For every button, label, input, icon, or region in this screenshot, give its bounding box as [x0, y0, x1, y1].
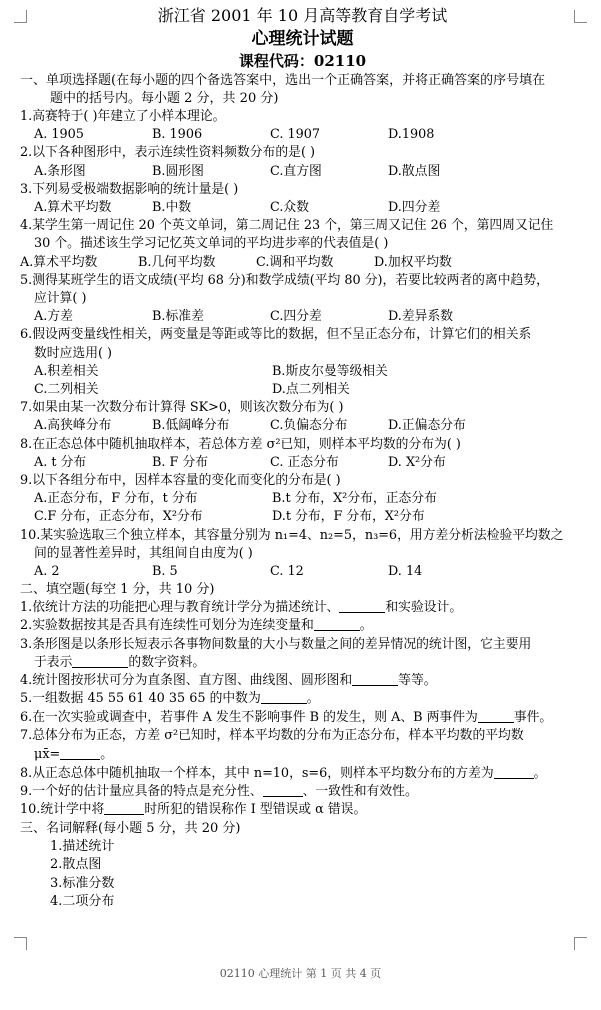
question-options: [20, 417, 585, 435]
exam-title: 浙江省 2001 年 10 月高等教育自学考试: [157, 6, 448, 25]
question-3: [20, 181, 585, 217]
option: D.差异系数: [388, 309, 454, 325]
question-stem: 3.下列易受极端数据影响的统计量是( ): [20, 181, 239, 197]
answer-blank[interactable]: [261, 690, 307, 704]
section1-heading: 一、单项选择题(在每小题的四个备选答案中，选出一个正确答案，并将正确答案的序号填在 题中的括号内。每小题 2 分，共 20 分): [20, 73, 546, 106]
answer-blank[interactable]: [263, 783, 303, 797]
option: D.t 分布，F 分布，X²分布: [272, 509, 425, 525]
option: C. 正态分布: [270, 454, 339, 470]
question-stem: 6.假设两变量线性相关，两变量是等距或等比的数据，但不呈正态分布，计算它们的相关系: [20, 327, 532, 343]
option: C.二列相关: [34, 382, 99, 398]
option: A.算术平均数: [20, 254, 98, 270]
option: B.标准差: [152, 309, 204, 325]
fill-item-3: 3.条形图是以条形长短表示各事物间数量的大小与数量之间的差异情况的统计图，它主要用: [20, 636, 532, 652]
question-1: [20, 108, 585, 144]
question-stem: 7.如果由某一次数分布计算得 SK>0，则该次数分布为( ): [20, 400, 344, 416]
crop-mark-bottom-right: [574, 937, 587, 950]
question-stem: 5.测得某班学生的语文成绩(平均 68 分)和数学成绩(平均 80 分)，若要比较两者的离中趋势，: [20, 272, 549, 288]
option: C.负偏态分布: [270, 418, 348, 434]
option: D.四分差: [388, 200, 441, 216]
question-stem: 4.某学生第一周记住 20 个英文单词，第二周记住 23 个，第三周又记住 26 个，第四周又记住: [20, 218, 554, 234]
question-7: [20, 399, 585, 435]
question-options: [20, 308, 585, 326]
option: B. 1906: [152, 127, 203, 143]
option: C. 12: [270, 564, 304, 580]
question-options: [20, 363, 585, 381]
option: D.1908: [388, 127, 435, 143]
option: D. 14: [388, 564, 423, 580]
answer-blank[interactable]: [60, 746, 100, 760]
option: C.众数: [270, 200, 309, 216]
answer-blank[interactable]: [478, 709, 514, 723]
option: A.算术平均数: [34, 200, 112, 216]
option: B.低阔峰分布: [152, 418, 230, 434]
crop-mark-bottom-left: [14, 937, 27, 950]
question-stem: 8.在正态总体中随机抽取样本，若总体方差 σ²已知，则样本平均数的分布为( ): [20, 436, 461, 452]
term-item: 1.描述统计: [50, 838, 115, 854]
fill-item-10: 10.统计学中将 时所犯的错误称作 I 型错误或 α 错误。: [20, 802, 367, 818]
question-stem: 2.以下各种图形中，表示连续性资料频数分布的是( ): [20, 145, 315, 161]
question-options: [20, 126, 585, 144]
section3-heading: 三、名词解释(每小题 5 分，共 20 分): [20, 820, 241, 836]
question-options: [20, 163, 585, 181]
question-options: [20, 381, 585, 399]
question-options: [20, 508, 585, 526]
fill-item-9: 9.一个好的估计量应具备的特点是充分性、 、一致性和有效性。: [20, 784, 418, 800]
fill-item-7: 7.总体分布为正态，方差 σ²已知时，样本平均数的分布为正态分布，样本平均数的平均数: [20, 727, 524, 743]
question-stem-cont: 应计算( ): [34, 291, 87, 307]
question-5: [20, 272, 585, 327]
option: A.正态分布，F 分布，t 分布: [34, 491, 198, 507]
answer-blank[interactable]: [339, 599, 385, 613]
question-options: [20, 563, 585, 581]
option: C.直方图: [270, 163, 322, 179]
option: C.四分差: [270, 309, 322, 325]
option: D.散点图: [388, 163, 441, 179]
question-options: [20, 454, 585, 472]
option: B.t 分布，X²分布，正态分布: [272, 491, 437, 507]
option: A. 1905: [34, 127, 84, 143]
answer-blank[interactable]: [104, 801, 144, 815]
fill-item-6: 6.在一次实验或调查中，若事件 A 发生不影响事件 B 的发生，则 A、B 两事件为 事件。: [20, 709, 553, 725]
question-options: [20, 490, 585, 508]
option: B. F 分布: [152, 454, 209, 470]
option: A.高狭峰分布: [34, 418, 112, 434]
question-stem-cont: 数时应选用( ): [34, 345, 113, 361]
option: A. t 分布: [34, 454, 87, 470]
option: D.正偏态分布: [388, 418, 466, 434]
page-footer: 02110 心理统计 第 1 页 共 4 页: [219, 967, 382, 980]
course-code: 课程代码：02110: [238, 52, 367, 70]
term-list: [20, 838, 585, 912]
section2-heading: 二、填空题(每空 1 分，共 10 分): [20, 582, 215, 598]
fill-item-3-cont: 于表示 的数字资料。: [34, 654, 206, 670]
option: B.几何平均数: [138, 254, 216, 270]
question-4: [20, 217, 585, 272]
option: A. 2: [34, 564, 60, 580]
question-6: [20, 326, 585, 399]
fill-item-2: 2.实验数据按其是否具有连续性可划分为连续变量和 。: [20, 618, 373, 634]
option: C. 1907: [270, 127, 321, 143]
answer-blank[interactable]: [72, 654, 128, 668]
question-stem-cont: 30 个。描述该生学习记忆英文单词的平均进步率的代表值是( ): [34, 236, 389, 252]
option: B.斯皮尔曼等级相关: [272, 363, 388, 379]
option: C.调和平均数: [256, 254, 334, 270]
question-stem-cont: 间的显著性差异时，其组间自由度为( ): [34, 545, 253, 561]
fill-item-8: 8.从正态总体中随机抽取一个样本，其中 n=10，s=6，则样本平均数分布的方差为 。: [20, 765, 547, 781]
question-stem: 9.以下各组分布中，因样本容量的变化而变化的分布是( ): [20, 473, 341, 489]
question-stem: 1.高赛特于( )年建立了小样本理论。: [20, 109, 226, 124]
option: B.圆形图: [152, 163, 204, 179]
answer-blank[interactable]: [494, 765, 534, 779]
question-10: [20, 527, 585, 582]
term-item: 3.标准分数: [50, 875, 115, 891]
question-8: [20, 436, 585, 472]
question-stem: 10.某实验选取三个独立样本，其容量分别为 n₁=4、n₂=5，n₃=6，用方差分析法检验平均数之: [20, 527, 564, 543]
answer-blank[interactable]: [314, 617, 360, 631]
fill-item-5: 5.一组数据 45 55 61 40 35 65 的中数为 。: [20, 691, 320, 707]
question-2: [20, 144, 585, 180]
option: A.积差相关: [34, 363, 99, 379]
term-item: 4.二项分布: [50, 894, 115, 910]
term-item: 2.散点图: [50, 857, 102, 873]
answer-blank[interactable]: [352, 672, 398, 686]
option: C.F 分布，正态分布，X²分布: [34, 509, 203, 525]
question-options: [20, 199, 585, 217]
exam-page: [20, 5, 585, 912]
option: A.条形图: [34, 163, 86, 179]
option: B. 5: [152, 564, 178, 580]
fill-item-4: 4.统计图按形状可分为直条图、直方图、曲线图、圆形图和 等等。: [20, 673, 437, 689]
option: B.中数: [152, 200, 192, 216]
question-options: [20, 254, 585, 272]
option: D.点二列相关: [272, 382, 350, 398]
option: D.加权平均数: [374, 254, 452, 270]
question-9: [20, 472, 585, 527]
option: D. X²分布: [388, 454, 446, 470]
fill-item-1: 1.依统计方法的功能把心理与教育统计学分为描述统计、 和实验设计。: [20, 600, 463, 616]
subject-title: 心理统计试题: [251, 29, 354, 49]
option: A.方差: [34, 309, 73, 325]
fill-item-7-cont: μx̄= 。: [34, 746, 114, 762]
